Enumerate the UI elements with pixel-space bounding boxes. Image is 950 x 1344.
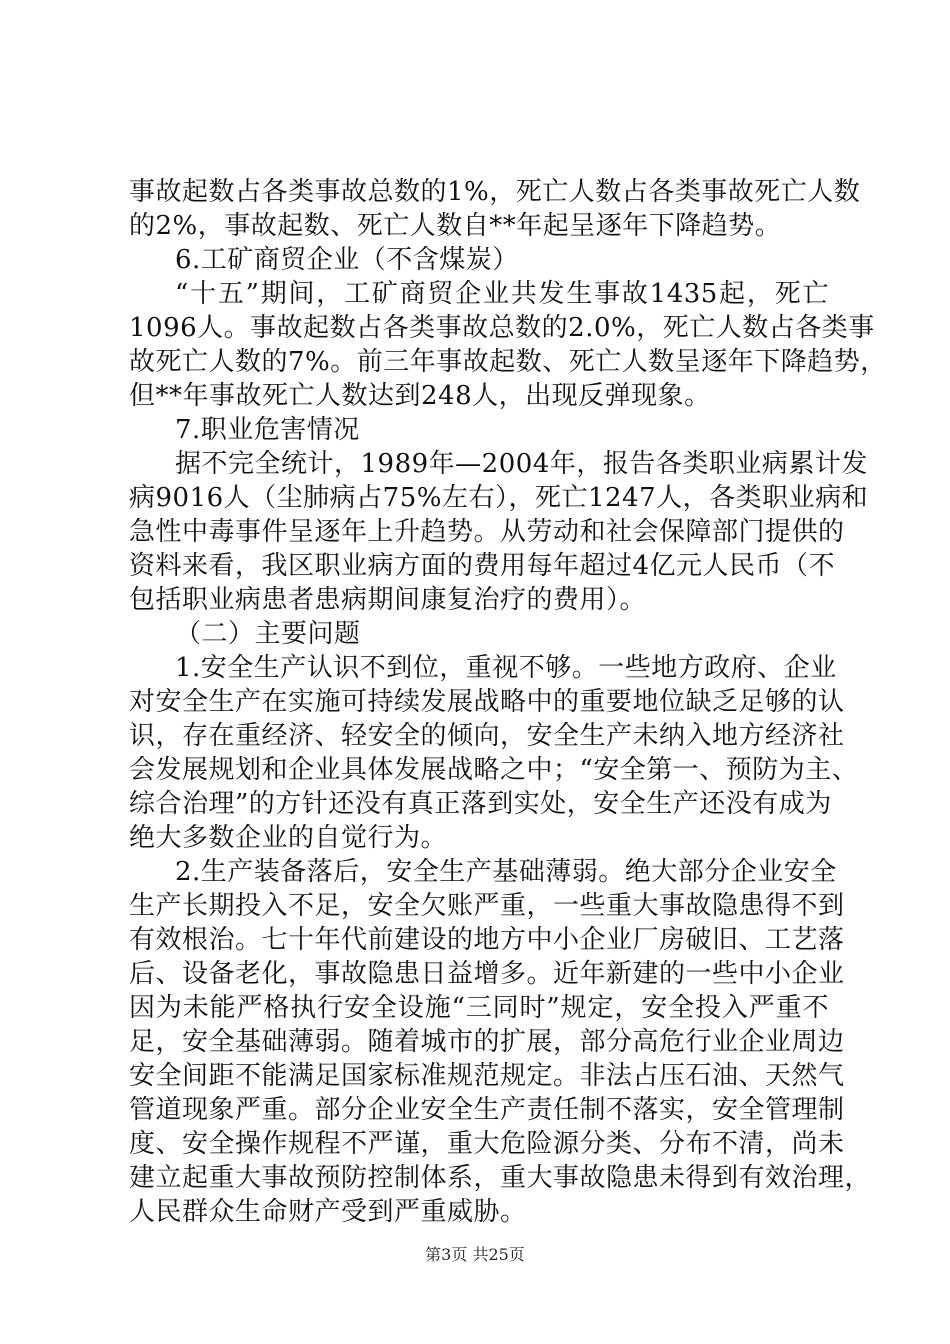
text-line: 后、设备老化，事故隐患日益增多。近年新建的一些中小企业 xyxy=(129,959,845,989)
section-heading: （二）主要问题 xyxy=(175,619,361,649)
text-line: 1.安全生产认识不到位，重视不够。一些地方政府、企业 xyxy=(175,653,837,683)
page-footer xyxy=(0,1245,950,1265)
text-line: 安全间距不能满足国家标准规范规定。非法占压石油、天然气 xyxy=(129,1061,845,1091)
text-line: 2.生产装备落后，安全生产基础薄弱。绝大部分企业安全 xyxy=(175,857,837,887)
text-line: 急性中毒事件呈逐年上升趋势。从劳动和社会保障部门提供的 xyxy=(129,517,845,547)
text-line: 事故起数占各类事故总数的1%，死亡人数占各类事故死亡人数 xyxy=(129,177,861,207)
text-line: 人民群众生命财产受到严重威胁。 xyxy=(129,1197,527,1227)
page-number: 第3页 共25页 xyxy=(425,1245,525,1264)
text-line: 据不完全统计，1989年—2004年，报告各类职业病累计发 xyxy=(175,449,868,479)
text-line: 会发展规划和企业具体发展战略之中；“安全第一、预防为主、 xyxy=(129,755,859,785)
text-line: 有效根治。七十年代前建设的地方中小企业厂房破旧、工艺落 xyxy=(129,925,845,955)
text-line: 病9016人（尘肺病占75%左右），死亡1247人，各类职业病和 xyxy=(129,483,869,513)
text-line: 对安全生产在实施可持续发展战略中的重要地位缺乏足够的认 xyxy=(129,687,845,717)
text-line: 建立起重大事故预防控制体系，重大事故隐患未得到有效治理， xyxy=(129,1163,872,1193)
text-line: 包括职业病患者患病期间康复治疗的费用）。 xyxy=(129,585,647,615)
text-line: 1096人。事故起数占各类事故总数的2.0%，死亡人数占各类事 xyxy=(129,313,875,343)
section-heading: 6.工矿商贸企业（不含煤炭） xyxy=(175,245,519,275)
text-line: 足，安全基础薄弱。随着城市的扩展，部分高危行业企业周边 xyxy=(129,1027,845,1057)
text-line: 识，存在重经济、轻安全的倾向，安全生产未纳入地方经济社 xyxy=(129,721,845,751)
text-line: 资料来看，我区职业病方面的费用每年超过4亿元人民币（不 xyxy=(129,551,836,581)
section-heading: 7.职业危害情况 xyxy=(175,415,360,445)
text-line: 生产长期投入不足，安全欠账严重，一些重大事故隐患得不到 xyxy=(129,891,845,921)
text-line: 绝大多数企业的自觉行为。 xyxy=(129,823,448,853)
text-line: 故死亡人数的7%。前三年事故起数、死亡人数呈逐年下降趋势， xyxy=(129,347,887,377)
text-line: 综合治理”的方针还没有真正落到实处，安全生产还没有成为 xyxy=(129,789,832,819)
text-line: “十五”期间，工矿商贸企业共发生事故1435起，死亡 xyxy=(175,279,829,309)
text-line: 的2%，事故起数、死亡人数自**年起呈逐年下降趋势。 xyxy=(129,211,782,241)
text-line: 度、安全操作规程不严谨，重大危险源分类、分布不清，尚未 xyxy=(129,1129,845,1159)
text-line: 管道现象严重。部分企业安全生产责任制不落实，安全管理制 xyxy=(129,1095,845,1125)
text-line: 因为未能严格执行安全设施“三同时”规定，安全投入严重不 xyxy=(129,993,829,1023)
text-line: 但**年事故死亡人数达到248人，出现反弹现象。 xyxy=(129,381,711,411)
